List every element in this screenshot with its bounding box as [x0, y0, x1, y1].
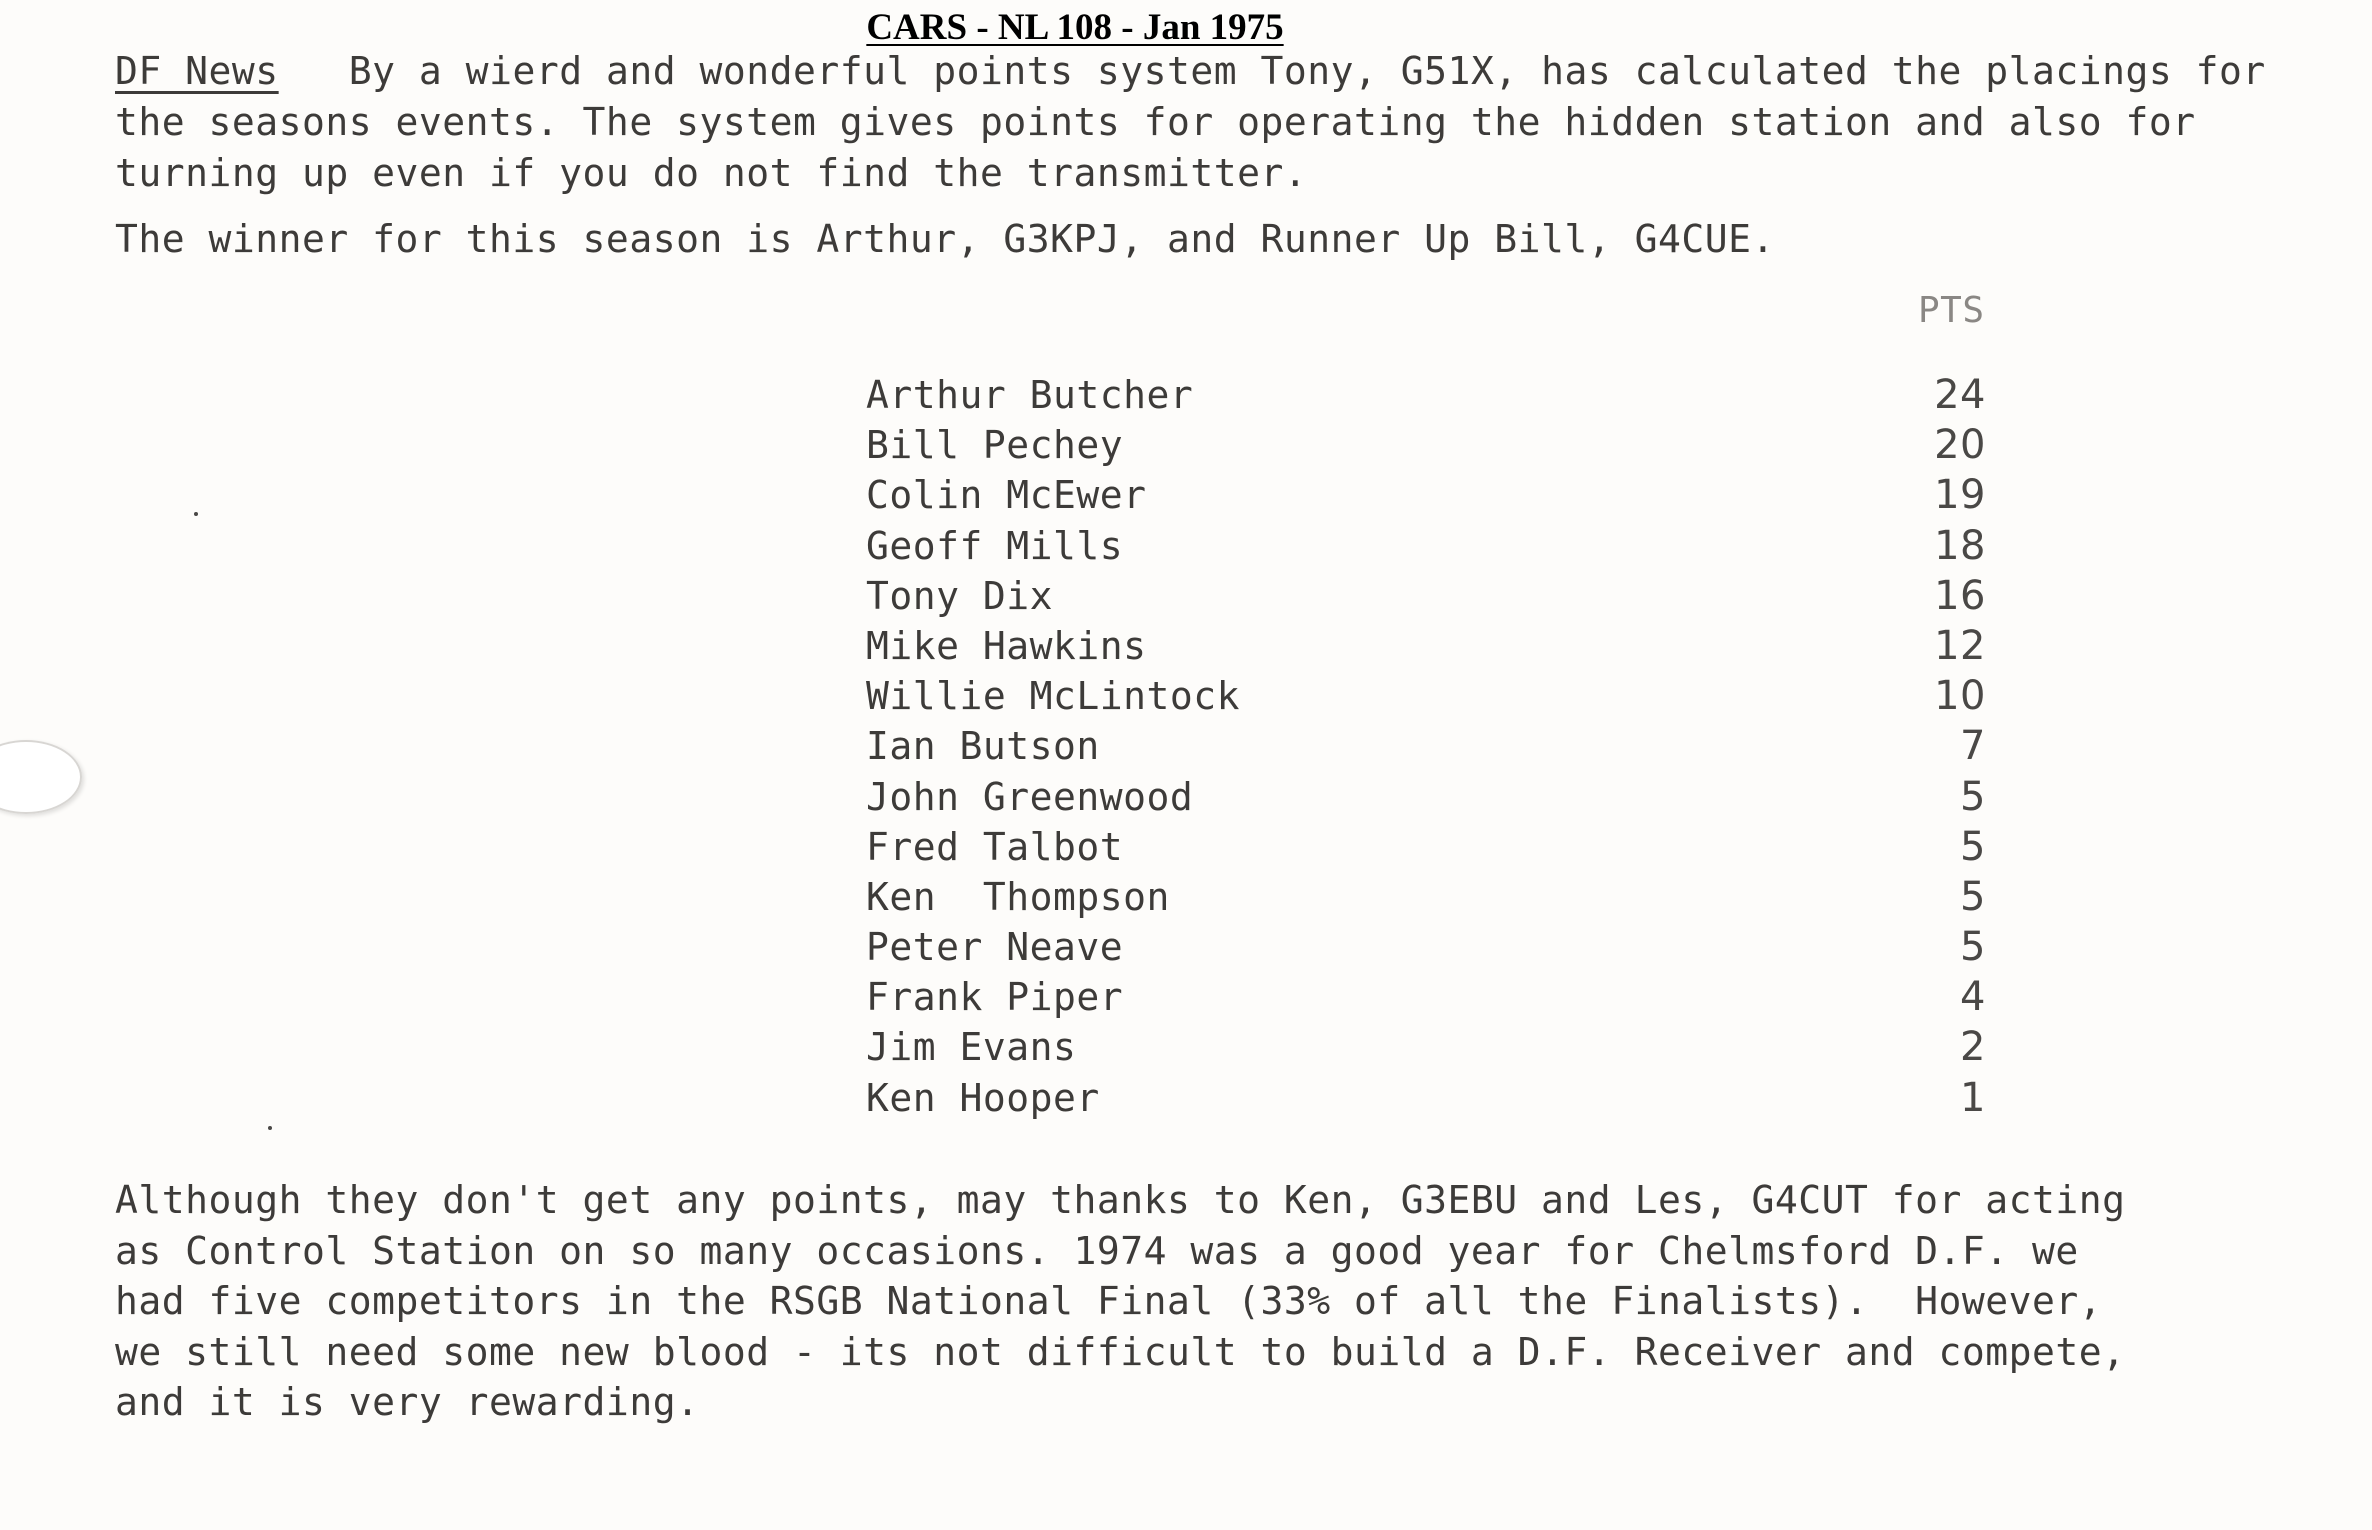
ink-speck — [194, 512, 198, 516]
results-table — [866, 370, 1986, 1123]
closing-line: and it is very rewarding. — [115, 1380, 700, 1424]
competitor-name: John Greenwood — [866, 774, 1194, 819]
result-row — [866, 1073, 1986, 1123]
result-row — [866, 772, 1986, 822]
competitor-points: 18 — [1934, 522, 1986, 569]
competitor-name: Ian Butson — [866, 724, 1100, 769]
intro-text: By a wierd and wonderful points system Tony, G51X, has calculated the placings for the seasons events. The system gives points for operating the hidden station and also for turning up even if you do not find the transmitter. — [115, 49, 2290, 195]
competitor-points: 16 — [1934, 572, 1986, 619]
competitor-points: 12 — [1934, 622, 1986, 669]
result-row — [866, 1022, 1986, 1072]
competitor-points: 2 — [1960, 1024, 1986, 1071]
points-column-header: PTS — [1918, 290, 1985, 331]
result-row — [866, 922, 1986, 972]
competitor-name: Ken Hooper — [866, 1075, 1100, 1120]
competitor-name: Jim Evans — [866, 1025, 1077, 1070]
result-row — [866, 470, 1986, 520]
punch-hole — [0, 740, 82, 814]
competitor-points: 1 — [1960, 1074, 1986, 1121]
competitor-points: 24 — [1934, 372, 1986, 418]
competitor-name: Arthur Butcher — [866, 373, 1194, 417]
closing-line: we still need some new blood - its not difficult to build a D.F. Receiver and compete, — [115, 1329, 2126, 1374]
competitor-name: Geoff Mills — [866, 523, 1124, 568]
ink-speck — [268, 1126, 272, 1130]
result-row — [866, 872, 1986, 922]
result-row — [866, 972, 1986, 1022]
competitor-points: 5 — [1960, 924, 1986, 971]
closing-line: Although they don't get any points, may thanks to Ken, G3EBU and Les, G4CUT for acting — [115, 1178, 2126, 1222]
competitor-points: 5 — [1960, 823, 1986, 870]
result-row — [866, 621, 1986, 671]
competitor-name: Fred Talbot — [866, 824, 1124, 869]
closing-line: had five competitors in the RSGB National Final (33% of all the Finalists). However, — [115, 1279, 2103, 1323]
closing-paragraph — [115, 1175, 2355, 1428]
competitor-name: Willie McLintock — [866, 674, 1241, 719]
result-row — [866, 671, 1986, 721]
result-row — [866, 571, 1986, 621]
df-news-paragraph — [115, 46, 2345, 199]
competitor-name: Tony Dix — [866, 573, 1054, 618]
competitor-name: Peter Neave — [866, 925, 1124, 970]
competitor-points: 5 — [1960, 873, 1986, 920]
newsletter-header: CARS - NL 108 - Jan 1975 — [866, 7, 1284, 48]
result-row — [866, 822, 1986, 872]
result-row — [866, 370, 1986, 420]
competitor-points: 19 — [1934, 472, 1986, 519]
competitor-name: Frank Piper — [866, 975, 1124, 1020]
competitor-points: 20 — [1934, 422, 1986, 469]
result-row — [866, 521, 1986, 571]
competitor-name: Mike Hawkins — [866, 623, 1147, 668]
competitor-points: 4 — [1960, 974, 1986, 1021]
competitor-name: Ken Thompson — [866, 874, 1170, 919]
result-row — [866, 420, 1986, 470]
competitor-points: 10 — [1934, 673, 1986, 720]
competitor-points: 7 — [1960, 723, 1986, 770]
closing-line: as Control Station on so many occasions. 1974 was a good year for Chelmsford D.F. we — [115, 1228, 2079, 1273]
competitor-name: Colin McEwer — [866, 473, 1147, 518]
winner-announcement: The winner for this season is Arthur, G3KPJ, and Runner Up Bill, G4CUE. — [115, 217, 1775, 261]
competitor-points: 5 — [1960, 773, 1986, 820]
competitor-name: Bill Pechey — [866, 423, 1124, 468]
result-row — [866, 721, 1986, 771]
section-heading: DF News — [115, 49, 279, 93]
